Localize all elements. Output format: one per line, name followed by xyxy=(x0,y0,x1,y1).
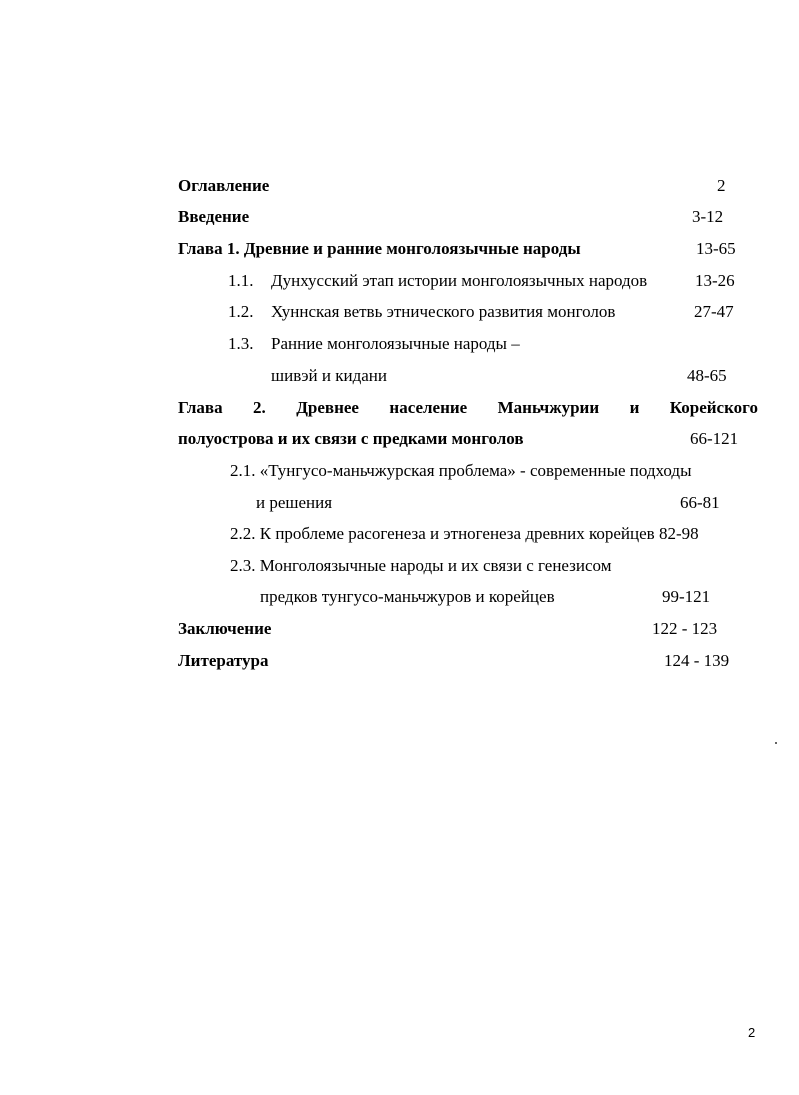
toc-chapter2-word: население xyxy=(389,398,468,417)
toc-section-1-3-label-line1: Ранние монголоязычные народы – xyxy=(271,334,520,353)
toc-chapter2-word: и xyxy=(629,398,640,417)
toc-chapter1-page: 13-65 xyxy=(696,239,736,258)
page-number: 2 xyxy=(748,1025,756,1040)
toc-section-2-1-page: 66-81 xyxy=(680,493,720,512)
toc-section-1-2-label: Хуннская ветвь этнического развития монголов xyxy=(271,302,616,321)
toc-section-1-3-page: 48-65 xyxy=(687,366,727,385)
toc-section-1-3-label-line2: шивэй и кидани xyxy=(271,366,387,385)
toc-section-2-3-label-line1: 2.3. Монголоязычные народы и их связи с генезисом xyxy=(230,556,612,575)
toc-section-2-1-label-line2: и решения xyxy=(256,493,333,512)
toc-section-1-2-page: 27-47 xyxy=(694,302,734,321)
toc-section-1-1-number: 1.1. xyxy=(228,271,254,290)
toc-chapter2-page: 66-121 xyxy=(690,429,739,448)
toc-literature-page: 124 - 139 xyxy=(664,651,730,670)
toc-chapter2-word: Корейского xyxy=(669,398,758,417)
toc-chapter1-label: Глава 1. Древние и ранние монголоязычные народы xyxy=(178,239,581,258)
toc-title-page: 2 xyxy=(717,176,726,195)
toc-chapter2-label-line2: полуострова и их связи с предками монголов xyxy=(178,429,524,448)
toc-section-2-3-label-line2: предков тунгусо-маньчжуров и корейцев xyxy=(260,587,555,606)
toc-section-1-1-page: 13-26 xyxy=(695,271,735,290)
toc-chapter2-label-line1 xyxy=(178,396,758,420)
toc-section-1-1-label: Дунхусский этап истории монголоязычных народов xyxy=(271,271,648,290)
toc-title-label: Оглавление xyxy=(178,176,270,195)
toc-chapter2-word: 2. xyxy=(253,398,266,417)
toc-chapter2-word: Маньчжурии xyxy=(497,398,600,417)
toc-section-1-3-number: 1.3. xyxy=(228,334,254,353)
toc-section-2-2-label: 2.2. К проблеме расогенеза и этногенеза древних корейцев 82-98 xyxy=(230,524,699,543)
toc-section-2-3-page: 99-121 xyxy=(662,587,711,606)
scan-speck xyxy=(775,742,777,744)
toc-literature-label: Литература xyxy=(178,651,269,670)
toc-section-2-1-label-line1: 2.1. «Тунгусо-маньчжурская проблема» - современные подходы xyxy=(230,461,692,480)
toc-section-1-2-number: 1.2. xyxy=(228,302,254,321)
toc-conclusion-label: Заключение xyxy=(178,619,272,638)
toc-chapter2-word: Глава xyxy=(178,398,223,417)
toc-intro-page: 3-12 xyxy=(692,207,724,226)
toc-intro-label: Введение xyxy=(178,207,250,226)
toc-chapter2-word: Древнее xyxy=(296,398,359,417)
toc-conclusion-page: 122 - 123 xyxy=(652,619,718,638)
